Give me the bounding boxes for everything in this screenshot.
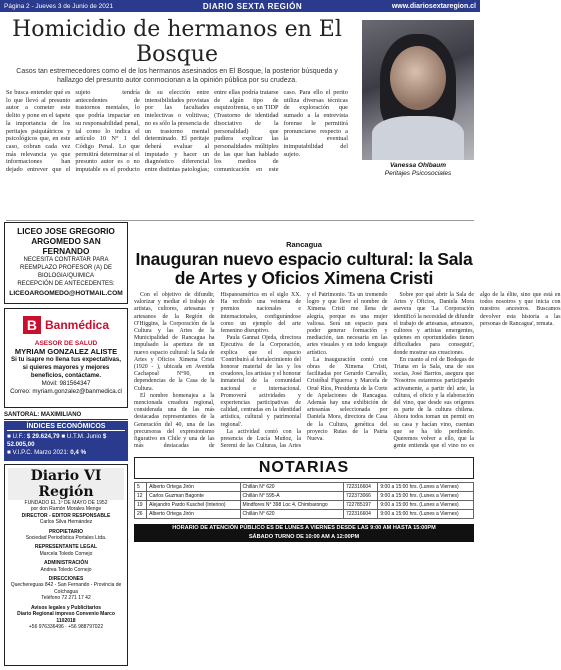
notaria-cell: Mindfores N° 398 Loc 4, Chimbarongo	[240, 501, 343, 510]
notaria-cell: 9:00 a 15:00 hrs. (Lunes a Viernes)	[378, 492, 474, 501]
notaria-cell: Chillán N° 620	[240, 510, 343, 519]
liceo-ad	[4, 222, 128, 304]
admin-label: ADMINISTRACIÓN	[44, 560, 88, 567]
notaria-cell: 5	[135, 483, 147, 492]
notaria-cell: Alejandro Pardo Kuschel (Interino)	[147, 501, 240, 510]
indicator-label: V.I.P.C. Marzo 2021:	[12, 449, 69, 456]
liceo-need: NECESITA CONTRATAR PARA REEMPLAZO PROFESOR (A) DE BIOLOGIA/QUIMICA	[19, 257, 112, 279]
website-link[interactable]: www.diariosextaregion.cl	[391, 2, 476, 10]
caption-role: Peritajes Psicosociales	[384, 170, 452, 177]
legal-label: REPRESENTANTE LEGAL	[34, 544, 98, 551]
region-label: Diario Regional impreso Convenio Marco 1102018	[17, 611, 115, 624]
indicator-label: U.T.M. Junio	[66, 433, 102, 440]
admin-name: Andrea Toledo Cornejo	[40, 566, 92, 573]
article2-paragraph: El nombre homenajea a la mencionada creadora regional, considerada una de las más destacadas representantes de la Generación del 40, una de las precursoras del expresionismo figurativo en Chile y una de las más destacadas de Hispanoamérica en el siglo XX. Ha recibido una veintena de premios nacionales e internacionales, configurándose como un ejemplo del arte femenino disruptivo.	[134, 292, 301, 450]
notaria-row	[135, 501, 474, 510]
indicator-value: $ 52.005,00	[7, 433, 107, 448]
notaria-cell: 9:00 a 15:00 hrs. (Lunes a Viernes)	[378, 483, 474, 492]
article1-body: Se busca entender qué es lo que llevó al presunto autor a cometer este delito y pone en el tapete la importancia de los peritajes psiquiátricos y psicológicos que, en este caso, cobran cada vez más relevancia ya que informaciones han dejado entrever que el sujeto tendría antecedentes de trastornos mentales, lo que podría impactar en su responsabilidad penal, tal como lo indica el artículo 10 N° 1 del Código Penal. Lo que permitirá determinar si el presunto autor es o no imputable es el producto de su elección entre intensibilidades provistas por las facultades intelectivas o volitivas; no es sólo la presencia de un trastorno mental determinado. El peritaje deberá evaluar al imputado y hacer un diagnóstico diferencial entre distintas patologías; entre ellas podría tratarse de algún tipo de esquizofrenia, o un TIDP (Trastorno de identidad disociativo de la personalidad) que pudiera explicar las personalidades múltiples de las que han hablado los medios de comunicación en este caso. Para ello el perito utiliza diversas técnicas de exploración que sumado a la entrevista forense le permitirá pronunciarse respecto a la eventual inimputabilidad del sujeto.	[6, 89, 348, 174]
economic-indicators	[4, 421, 128, 461]
liceo-name: LICEO JOSE GREGORIO ARGOMEDO SAN FERNANDO	[17, 226, 115, 256]
empty-space	[134, 545, 474, 666]
notarias-saturday: SÁBADO TURNO DE 10:00 AM A 12:00PM	[248, 533, 360, 540]
article2-kicker: Rancagua	[286, 240, 322, 249]
masthead-box	[4, 464, 128, 666]
advisor-phone[interactable]: Móvil: 981564347	[41, 380, 91, 387]
indicator-row: ■ U.F.: $ 29.624,79 ■ U.T.M. Junio $ 52.005,00	[7, 433, 107, 448]
phone-text: Teléfono 72 271 17 42	[41, 595, 91, 602]
owner-label: PROPIETARIO	[48, 528, 84, 535]
notarias-table	[134, 482, 474, 519]
notaria-cell: Chillán N° 595-A	[240, 492, 343, 501]
santoral: SANTORAL: MAXIMILIANO	[4, 412, 128, 420]
owner-name: Sociedad Periodística Portales Ltda.	[25, 535, 107, 542]
article2-paragraph: La inauguración contó con obras de Ximena Cristi, facilitadas por Gerardo Carvallo, Cristóbal Figueroa y Marcela de Orué Ríos, Presidenta de la Corte de Apelaciones de Rancagua. Además hay una exhibición de artesanías seleccionada por Daniela Mora, directora de Casa de la Cultura, genética del proyecto Rutas de la Patria Nueva.	[307, 356, 388, 443]
notaria-cell: 12	[135, 492, 147, 501]
author-photo	[362, 20, 474, 160]
banmedica-logo	[8, 313, 124, 337]
article2-paragraph: Sobre por qué abrir la Sala de Artes y Oficios, Daniela Mora asevera que 'La Corporación identificó la necesidad de difundir el trabajo de artesanas, artesanos, cultores y artistas emergentes, quienes en oportunidades tienen dificultades para conseguir', donde mostrar sus creaciones.	[393, 292, 474, 356]
masthead-logo	[8, 468, 124, 500]
indicator-row: ■ V.I.P.C. Marzo 2021: 0,4 %	[7, 449, 87, 456]
advisor-role: ASESOR DE SALUD	[34, 340, 98, 347]
notaria-cell: 26	[135, 510, 147, 519]
notaria-row	[135, 492, 474, 501]
section-divider	[6, 220, 474, 221]
notaria-cell: 722373066	[343, 492, 377, 501]
newspaper-brand: DIARIO SEXTA REGIÓN	[202, 1, 303, 11]
notaria-cell: Carlos Guzman Bagonte	[147, 492, 240, 501]
address-text: Quechereguas 842 - San Fernando - Provincia de Colchagua	[10, 582, 122, 595]
address-label: DIRECCIONES	[48, 576, 84, 583]
caption-name: Vanessa Ohlbaum	[389, 162, 447, 169]
director-label: DIRECTOR - EDITOR RESPONSABLE	[21, 512, 111, 519]
notaria-cell: Chillán N° 620	[240, 483, 343, 492]
contact-phones: +56 976336496 · +56 988797022	[28, 623, 104, 630]
banmedica-logo-icon: B	[23, 316, 41, 334]
founded-line: FUNDADO EL 1º DE MAYO DE 1952	[24, 500, 108, 506]
notaria-cell: 9:00 a 15:00 hrs. (Lunes a Viernes)	[378, 510, 474, 519]
photo-shirt	[372, 116, 464, 160]
notaria-row	[135, 483, 474, 492]
notaria-cell: 9:00 a 15:00 hrs. (Lunes a Viernes)	[378, 501, 474, 510]
article2-paragraph: En cuanto al rol de Bodegas de Triana en la Sala, una de sus socias, José Barrios, asegura que 'Nosotros estaremos participando activamente, a partir del arte, la cultura, el oficio y la elaboración del vino, que desde sus orígenes es parte de la cultura chilena. Ahora todos toman un permit en su casa y hacían vino, cuentan que se ha ido perdiendo. Queremos volver a ello, que la gente entienda que el vino no es algo de la élite, sino que está en todos nosotros y que inicia con nuestros ancestros. Buscamos devolver esta historia a las personas de Rancagua', remata.	[393, 292, 561, 450]
founder-line: por don Ramón Morales Menge	[30, 506, 102, 513]
top-bar	[0, 0, 480, 12]
article2-paragraph: Con el objetivo de difundir, valorizar y mediar el trabajo de artistas, cultores, artesanas y artesanos de la Región de O'Higgins, la Corporación de la Cultura y las Artes de la Municipalidad de Rancagua ha impulsado la apertura de un nuevo espacio cultural: la Sala de Artes y Oficios Ximena Cristi (1920 - ), ubicada en Avenida Cachapoal N°90, en dependencias de la Casa de la Cultura.	[134, 292, 215, 392]
notarias-footer	[134, 524, 474, 542]
liceo-reception: RECEPCIÓN DE ANTECEDENTES:	[17, 281, 115, 287]
indicator-label: U.F.:	[12, 433, 26, 440]
notaria-cell: 722785197	[343, 501, 377, 510]
article1-headline: Homicidio de hermanos en El Bosque	[12, 17, 342, 67]
director-name: Carlos Silva Hernández	[39, 519, 93, 526]
indicators-title: ÍNDICES ECONÓMICOS	[7, 423, 125, 431]
banmedica-brand: Banmédica	[44, 318, 110, 332]
page-date: Página 2 - Jueves 3 de Junio de 2021	[4, 2, 114, 10]
notaria-cell: Alberto Ortega Jirón	[147, 510, 240, 519]
notarias-hours: HORARIO DE ATENCIÓN PÚBLICO ES DE LUNES A VIERNES DESDE LAS 9:00 AM HASTA 15:00PM	[172, 525, 436, 531]
legal-name: Marcela Toledo Cornejo	[39, 550, 93, 557]
notaria-row	[135, 510, 474, 519]
article2-body	[134, 292, 561, 452]
masthead-logo-text: Diario VI Región	[30, 468, 102, 500]
photo-caption	[362, 162, 474, 178]
notaria-cell: 722316604	[343, 510, 377, 519]
article2-paragraph: La actividad contó con la presencia de Lucía Muñoz, la Seremi de las Culturas, las Artes y el Patrimonio. 'Es un tremendo logro y que lleve el nombre de Ximena Cristi me llena de alegría, porque es una mujer valiosa. Será un espacio para poder generar formación y mediación, tan necesaria en las artes visuales y en todo lenguaje artístico.	[220, 292, 388, 450]
indicator-value: $ 29.624,79	[26, 433, 60, 440]
article1-deck: Casos tan estremecedores como el de los hermanos asesinados en El Bosque, la posterior búsqueda y hallazgo del presunto autor conmocionan a la opinión pública por su crudeza.	[16, 68, 338, 84]
notarias-title: NOTARIAS	[134, 457, 474, 479]
article2-headline: Inauguran nuevo espacio cultural: la Sala de Artes y Oficios Ximena Cristi	[135, 249, 473, 288]
advisor-pitch: Si tu isapre no llena tus expectativas, si quieres mayores y mejores beneficios, contáctame.	[10, 356, 122, 379]
photo-face	[390, 46, 446, 110]
notaria-cell: 19	[135, 501, 147, 510]
avisos-label: Avisos legales y Publicitarios	[30, 604, 102, 611]
liceo-email[interactable]: LICEOARGOMEDO@HOTMAIL.COM	[9, 290, 123, 297]
advisor-name: MYRIAM GONZALEZ ALISTE	[14, 347, 118, 356]
indicator-value: 0,4 %	[70, 449, 87, 456]
advisor-email[interactable]: Correo: myriam.gonzalez@banmedica.cl	[10, 388, 122, 395]
notaria-cell: 722316604	[343, 483, 377, 492]
banmedica-ad	[4, 308, 128, 408]
article2-paragraph: Paula Gannat Ojeda, directora Ejecutiva de la Corporación, explica que el espacio 'Contribuirá al fortalecimiento del honorar material de las y los creadores, los artistas y el honorar inmaterial de la comunidad nacional e internacional. Promoverá actividades y experiencias participativas de calidad, centradas en la identidad artística, cultural y patrimonial regional'.	[220, 335, 301, 428]
notaria-cell: Alberto Ortega Jirón	[147, 483, 240, 492]
